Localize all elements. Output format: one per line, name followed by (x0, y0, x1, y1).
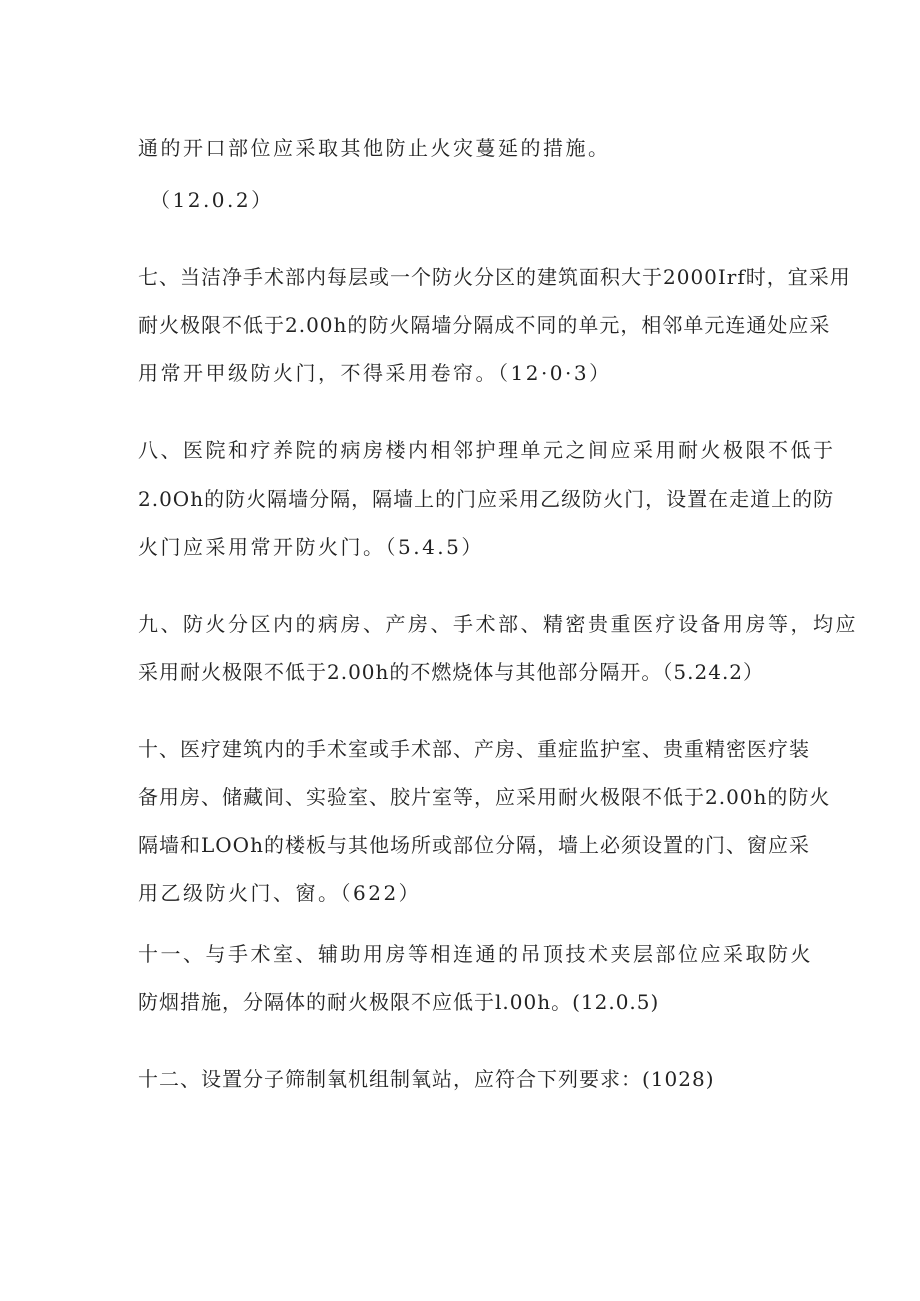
text-line: 十二、设置分子筛制氧机组制氧站，应符合下列要求：(1028) (138, 1067, 715, 1091)
text-line: 通的开口部位应采取其他防止火灾蔓延的措施。 (138, 136, 611, 160)
text-line: 八、医院和疗养院的病房楼内相邻护理单元之间应采用耐火极限不低于 (138, 438, 836, 462)
text-line: 九、防火分区内的病房、产房、手术部、精密贵重医疗设备用房等，均应 (138, 612, 858, 636)
text-line: 耐火极限不低于2.00h的防火隔墙分隔成不同的单元，相邻单元连通处应采 (138, 313, 831, 337)
text-line: 防烟措施，分隔体的耐火极限不应低于l.00h。(12.0.5) (138, 990, 660, 1014)
text-line: 火门应采用常开防火门。（5.4.5） (138, 535, 484, 559)
text-line: 用常开甲级防火门，不得采用卷帘。（12·0·3） (138, 361, 612, 385)
text-line: 七、当洁净手术部内每层或一个防火分区的建筑面积大于2000Irf时，宜采用 (138, 265, 851, 289)
text-line: （12.0.2） (150, 188, 274, 212)
text-line: 用乙级防火门、窗。（622） (138, 881, 422, 905)
text-line: 采用耐火极限不低于2.00h的不燃烧体与其他部分隔开。（5.24.2） (138, 660, 765, 684)
text-line: 2.0Oh的防火隔墙分隔，隔墙上的门应采用乙级防火门，设置在走道上的防 (138, 487, 835, 511)
text-line: 十一、与手术室、辅助用房等相连通的吊顶技术夹层部位应采取防火 (138, 942, 813, 966)
text-line: 隔墙和LOOh的楼板与其他场所或部位分隔，墙上必须设置的门、窗应采 (138, 833, 810, 857)
text-line: 备用房、储藏间、实验室、胶片室等，应采用耐火极限不低于2.00h的防火 (138, 785, 831, 809)
text-line: 十、医疗建筑内的手术室或手术部、产房、重症监护室、贵重精密医疗装 (138, 737, 810, 761)
